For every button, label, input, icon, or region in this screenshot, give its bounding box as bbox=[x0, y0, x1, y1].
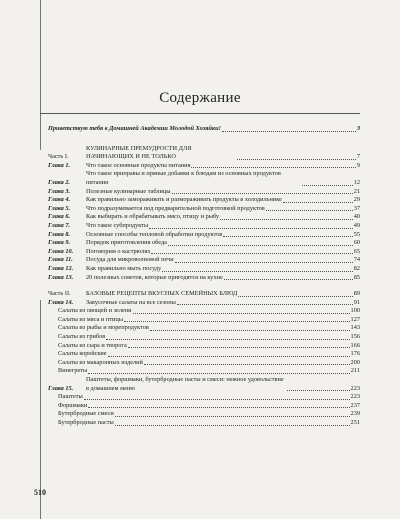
dot-leader bbox=[84, 399, 350, 400]
toc-chapter-label: Глава 12. bbox=[48, 264, 74, 272]
dot-leader bbox=[106, 339, 349, 340]
toc-intro-entry bbox=[48, 125, 360, 134]
toc-section-title: Салаты из мяса и птицы bbox=[58, 315, 123, 323]
toc-part1-chapters bbox=[48, 162, 360, 282]
toc-chapter-label: Глава 9. bbox=[48, 239, 71, 247]
toc-page-number: 55 bbox=[353, 230, 360, 238]
toc-intro-title: Приветствую тебя в Домашней Академии Молодой Хозяйки! bbox=[48, 125, 222, 132]
toc-page-number: 29 bbox=[353, 196, 360, 204]
toc-chapter-label: Глава 7. bbox=[48, 221, 71, 229]
table-of-contents bbox=[48, 125, 360, 428]
spacer bbox=[48, 282, 360, 290]
toc-page-number: 82 bbox=[353, 264, 360, 272]
title-divider bbox=[40, 113, 360, 114]
toc-chapter15-sections bbox=[48, 393, 360, 427]
toc-page-number: 85 bbox=[353, 273, 360, 281]
dot-leader bbox=[124, 321, 350, 322]
dot-leader bbox=[150, 330, 350, 331]
toc-chapter-label: Глава 13. bbox=[48, 273, 74, 281]
toc-page-number: 127 bbox=[350, 315, 360, 323]
toc-chapter-title: Как правильно замораживать и размораживать продукты в холодильнике bbox=[86, 196, 282, 204]
toc-page-number: 200 bbox=[350, 358, 360, 366]
toc-chapter-entry bbox=[48, 248, 360, 257]
toc-section-title: Бутербродные смеси bbox=[58, 410, 114, 418]
dot-leader bbox=[222, 131, 356, 132]
toc-chapter-title: Посуда для микроволновой печи bbox=[86, 256, 174, 264]
toc-chapter-title: Что такое субпродукты bbox=[86, 221, 149, 229]
toc-chapter-entry bbox=[48, 274, 360, 283]
toc-section-title: Бутербродные пасты bbox=[58, 419, 114, 426]
toc-page-number: 7 bbox=[356, 153, 360, 161]
toc-page-number: 60 bbox=[353, 239, 360, 247]
dot-leader bbox=[149, 228, 352, 229]
dot-leader bbox=[223, 236, 352, 237]
toc-chapter-title: Закусочные салаты на все сезоны bbox=[86, 298, 176, 306]
toc-chapter-label: Глава 14. bbox=[48, 298, 74, 306]
toc-chapter-title: Что такое приправы и пряные добавки к блюдам из основных продуктов питания bbox=[86, 170, 281, 186]
toc-page-number: 91 bbox=[353, 298, 360, 306]
toc-page-number: 156 bbox=[350, 333, 360, 341]
toc-chapter-title: Порядок приготовления обеда bbox=[86, 239, 167, 247]
toc-chapter-entry bbox=[48, 239, 360, 248]
toc-chapter-label: Глава 10. bbox=[48, 247, 74, 255]
toc-section-entry bbox=[48, 350, 360, 359]
toc-chapter-entry bbox=[48, 196, 360, 205]
toc-page-number: 12 bbox=[353, 178, 360, 186]
toc-part-label: Часть II. bbox=[48, 290, 71, 298]
toc-chapter-title: Поговорим о кастрюлях bbox=[86, 247, 151, 255]
dot-leader bbox=[237, 159, 356, 160]
dot-leader bbox=[283, 202, 353, 203]
toc-chapter-entry bbox=[48, 170, 360, 187]
toc-chapter-label: Глава 6. bbox=[48, 213, 71, 221]
dot-leader bbox=[224, 279, 353, 280]
toc-chapter-title: 20 полезных советов, которые пригодятся на кухне bbox=[86, 273, 223, 281]
toc-page-number: 239 bbox=[350, 410, 360, 418]
dot-leader bbox=[220, 219, 353, 220]
toc-chapter-entry bbox=[48, 222, 360, 231]
toc-section-title: Салаты из овощей и зелени bbox=[58, 307, 132, 315]
dot-leader bbox=[162, 271, 352, 272]
toc-section-title: Салаты из сыра и творога bbox=[58, 341, 127, 349]
toc-chapter-entry bbox=[48, 376, 360, 393]
dot-leader bbox=[88, 407, 349, 408]
toc-section-entry bbox=[48, 316, 360, 325]
toc-section-title: Салаты корейские bbox=[58, 350, 107, 358]
toc-part-entry bbox=[48, 290, 360, 299]
toc-part-title: КУЛИНАРНЫЕ ПРЕМУДРОСТИ ДЛЯ НАЧИНАЮЩИХ И НЕ ТОЛЬКО bbox=[86, 144, 192, 161]
toc-chapter-title: Как правильно мыть посуду bbox=[86, 264, 162, 272]
toc-chapter-entry bbox=[48, 299, 360, 308]
toc-page-number: 223 bbox=[350, 393, 360, 401]
toc-section-entry bbox=[48, 410, 360, 419]
dot-leader bbox=[177, 304, 353, 305]
toc-chapter-entry bbox=[48, 162, 360, 171]
toc-section-entry bbox=[48, 307, 360, 316]
toc-page-number: 89 bbox=[353, 290, 360, 298]
toc-page-number: 74 bbox=[353, 256, 360, 264]
dot-leader bbox=[191, 167, 355, 168]
toc-chapter-entry bbox=[48, 205, 360, 214]
page-number: 510 bbox=[34, 488, 46, 497]
toc-part-entry bbox=[48, 145, 360, 162]
toc-chapter-label: Глава 2. bbox=[48, 178, 71, 186]
toc-page-number: 21 bbox=[353, 187, 360, 195]
toc-page-number: 223 bbox=[350, 384, 360, 392]
toc-chapter-entry bbox=[48, 265, 360, 274]
toc-page-number: 65 bbox=[353, 247, 360, 255]
left-vertical-rule-lower bbox=[40, 300, 41, 519]
toc-page-number: 237 bbox=[350, 401, 360, 409]
toc-chapter-entry bbox=[48, 213, 360, 222]
toc-page-number: 211 bbox=[350, 367, 360, 375]
toc-section-title: Форшмаки bbox=[58, 401, 88, 409]
dot-leader bbox=[115, 416, 350, 417]
toc-chapter-label: Глава 8. bbox=[48, 230, 71, 238]
toc-chapter-title: Что такое основные продукты питания bbox=[86, 161, 191, 169]
toc-chapter-label: Глава 1. bbox=[48, 161, 71, 169]
toc-part-title: БАЗОВЫЕ РЕЦЕПТЫ ВКУСНЫХ СЕМЕЙНЫХ БЛЮД bbox=[86, 290, 238, 298]
toc-page-number: 251 bbox=[350, 419, 360, 426]
toc-page-number: 100 bbox=[350, 307, 360, 315]
toc-chapter-entry bbox=[48, 231, 360, 240]
toc-section-entry bbox=[48, 367, 360, 376]
toc-page-number: 3 bbox=[356, 125, 360, 132]
toc-chapter-label: Глава 15. bbox=[48, 384, 74, 392]
toc-section-title: Салаты из грибов bbox=[58, 333, 106, 341]
dot-leader bbox=[172, 193, 353, 194]
toc-chapter-label: Глава 4. bbox=[48, 196, 71, 204]
dot-leader bbox=[266, 210, 353, 211]
dot-leader bbox=[144, 364, 350, 365]
toc-page-number: 37 bbox=[353, 204, 360, 212]
toc-section-entry bbox=[48, 402, 360, 411]
toc-chapter-label: Глава 5. bbox=[48, 204, 71, 212]
dot-leader bbox=[128, 347, 350, 348]
toc-section-title: Винегреты bbox=[58, 367, 88, 375]
dot-leader bbox=[238, 296, 352, 297]
toc-part-label: Часть I. bbox=[48, 153, 69, 161]
dot-leader bbox=[108, 356, 350, 357]
toc-section-entry bbox=[48, 359, 360, 368]
dot-leader bbox=[287, 390, 350, 391]
toc-chapter-title: Основные способы тепловой обработки продуктов bbox=[86, 230, 223, 238]
toc-chapter-label: Глава 11. bbox=[48, 256, 73, 264]
left-vertical-rule bbox=[40, 0, 41, 150]
toc-section-title: Салаты из макаронных изделий bbox=[58, 358, 143, 366]
dot-leader bbox=[115, 425, 350, 426]
dot-leader bbox=[168, 245, 353, 246]
toc-section-entry bbox=[48, 393, 360, 402]
page-title: Содержание bbox=[159, 90, 241, 106]
toc-section-entry bbox=[48, 333, 360, 342]
toc-section-title: Паштеты bbox=[58, 393, 83, 401]
dot-leader bbox=[88, 373, 350, 374]
toc-section-entry bbox=[48, 419, 360, 428]
dot-leader bbox=[302, 185, 353, 186]
toc-page-number: 176 bbox=[350, 350, 360, 358]
toc-section-entry bbox=[48, 342, 360, 351]
toc-page-number: 9 bbox=[356, 161, 360, 169]
dot-leader bbox=[151, 253, 352, 254]
toc-page-number: 40 bbox=[353, 213, 360, 221]
toc-chapter14-sections bbox=[48, 307, 360, 376]
toc-section-title: Салаты из рыбы и морепродуктов bbox=[58, 324, 149, 332]
toc-page-number: 143 bbox=[350, 324, 360, 332]
toc-section-entry bbox=[48, 324, 360, 333]
toc-chapter-title: Полезные кулинарные таблицы bbox=[86, 187, 171, 195]
toc-page-number: 49 bbox=[353, 221, 360, 229]
toc-page-number: 166 bbox=[350, 341, 360, 349]
toc-chapter-title: Паштеты, форшмаки, бутербродные пасты и смеси: нежное удовольствие в домашнем меню bbox=[86, 376, 284, 392]
dot-leader bbox=[133, 313, 350, 314]
toc-chapter-label: Глава 3. bbox=[48, 187, 71, 195]
dot-leader bbox=[175, 262, 353, 263]
toc-chapter-entry bbox=[48, 256, 360, 265]
toc-chapter-title: Как выбирать и обрабатывать мясо, птицу и рыбу bbox=[86, 213, 220, 221]
toc-chapter-entry bbox=[48, 188, 360, 197]
toc-chapter-title: Что подразумевается под предварительной подготовкой продуктов bbox=[86, 204, 265, 212]
